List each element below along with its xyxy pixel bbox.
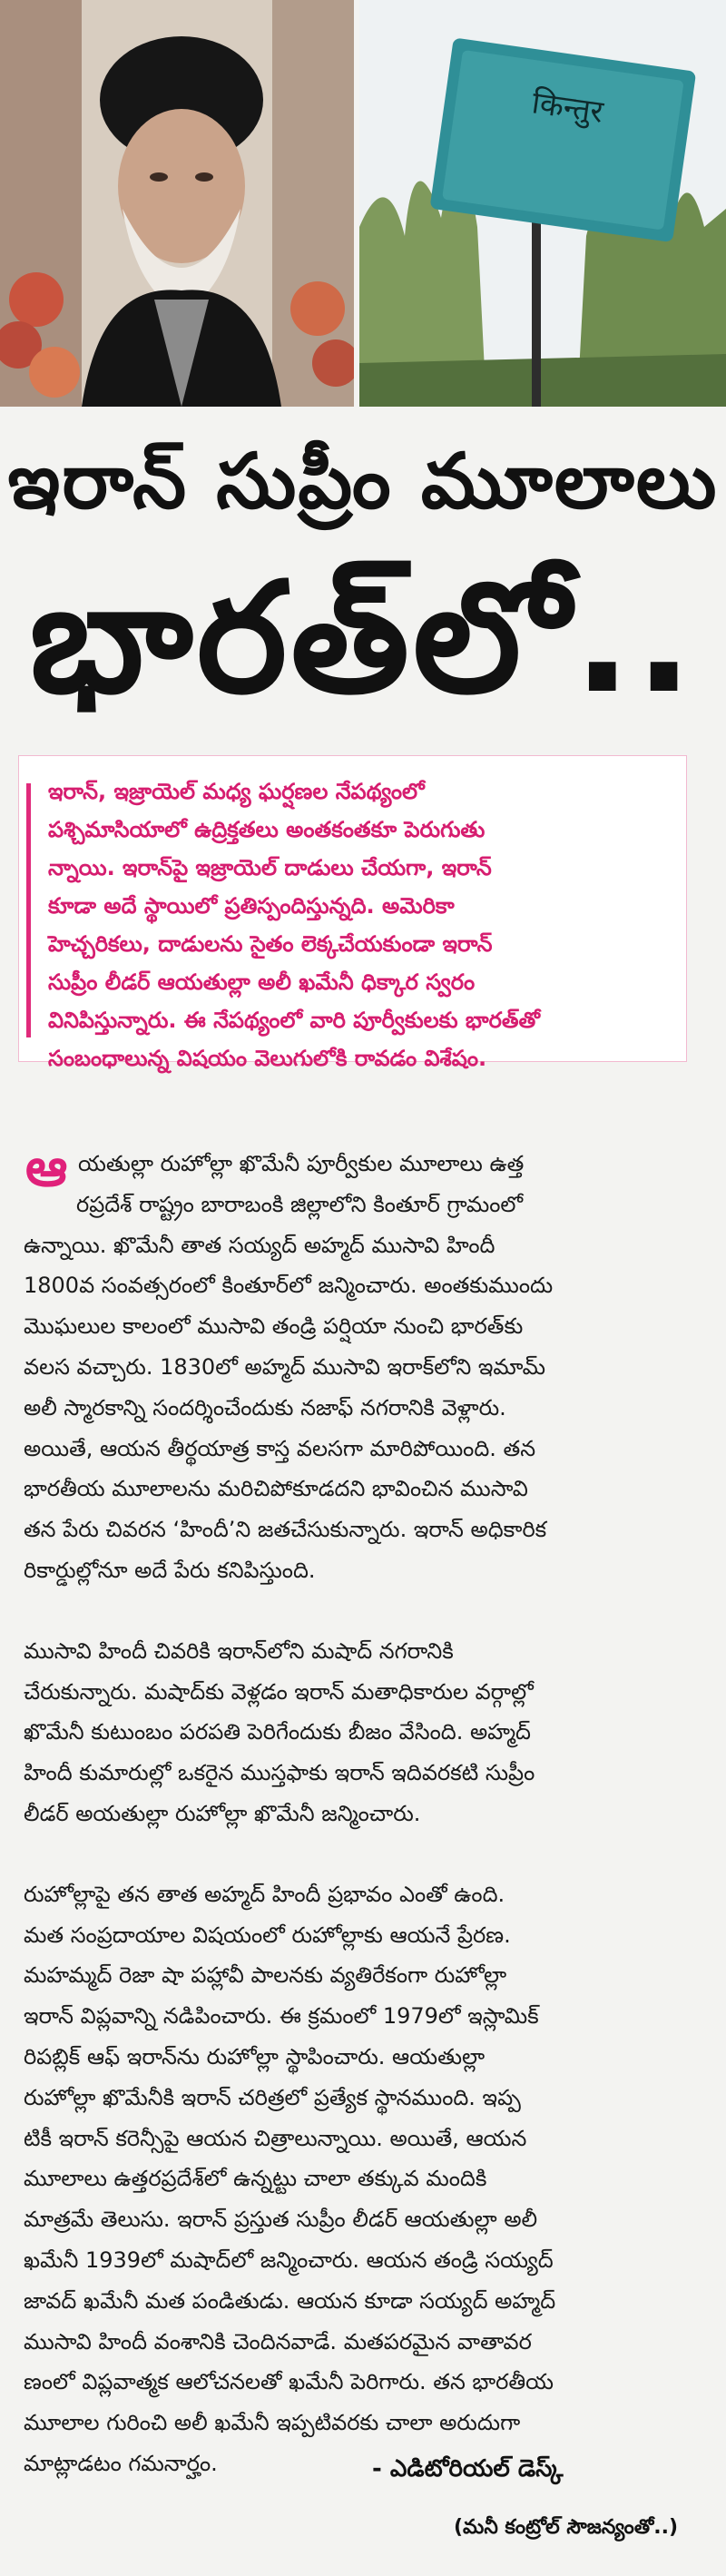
paragraph-1 [24, 1136, 706, 1591]
paragraph-line: మూలాలు ఉత్తరప్రదేశ్‌లో ఉన్నట్టు చాలా తక్కువ మందికి [24, 2166, 487, 2192]
signboard-text: किन्तुर [529, 84, 606, 131]
intro-line: న్నాయి. ఇరాన్‌పై ఇజ్రాయెల్ దాడులు చేయగా, ఇరాన్ [48, 855, 492, 880]
paragraph-line: 1800వ సంవత్సరంలో కింతూర్‌లో జన్మించారు. అంతకుముందు [24, 1273, 554, 1299]
paragraph-line: రుహోల్లాపై తన తాత అహ్మద్ హిందీ ప్రభావం ఎంతో ఉంది. [24, 1881, 505, 1907]
signboard-illustration [359, 0, 726, 407]
paragraph-line: ఖమేనీ 1939లో మషాద్‌లో జన్మించారు. ఆయన తండ్రి సయ్యద్ [24, 2247, 554, 2273]
signboard-photo [359, 0, 726, 407]
paragraph-line: జావద్ ఖమేనీ మత పండితుడు. ఆయన కూడా సయ్యద్ అహ్మద్ [24, 2287, 556, 2314]
paragraph-line: రప్రదేశ్ రాష్ట్రం బారాబంకి జిల్లాలోని కింతూర్ గ్రామంలో [76, 1191, 524, 1217]
portrait-photo [0, 0, 354, 407]
paragraph-2 [24, 1631, 706, 1834]
intro-line: పశ్చిమాసియాలో ఉద్రిక్తతలు అంతకంతకూ పెరుగుతు [48, 817, 486, 842]
paragraph-line: ముసావి హిందీ వంశానికి చెందినవాడే. మతపరమైన వాతావర [24, 2328, 532, 2355]
dropcap-row [24, 1136, 706, 1198]
paragraph-line: టికీ ఇరాన్ కరెన్సీపై ఆయన చిత్రాలున్నాయి. అయితే, ఆయన [24, 2125, 527, 2151]
paragraph-line: వలస వచ్చారు. 1830లో అహ్మద్ ముసావి ఇరాక్‌లోని ఇమామ్ [24, 1353, 546, 1380]
paragraph-line: అలీ స్మారకాన్ని సందర్శించేందుకు నజాఫ్ నగరానికి వెళ్లారు. [24, 1394, 506, 1421]
paragraph-line: భారతీయ మూలాలను మరిచిపోకూడదని భావించిన ముసావి [24, 1476, 528, 1502]
intro-line: వినిపిస్తున్నారు. ఈ నేపథ్యంలో వారి పూర్వీకులకు భారత్‌తో [48, 1008, 540, 1033]
paragraph-line: ఇరాన్ విప్లవాన్ని నడిపించారు. ఈ క్రమంలో 1979లో ఇస్లామిక్ [24, 2003, 539, 2030]
intro-line: ఇరాన్, ఇజ్రాయెల్ మధ్య ఘర్షణల నేపథ్యంలో [48, 779, 425, 804]
paragraph-line: తన పేరు చివరన ‘హిందీ’ని జతచేసుకున్నారు. ఇరాన్ అధికారిక [24, 1517, 547, 1543]
headline-line-1: ఇరాన్ సుప్రీం మూలాలు [7, 437, 719, 526]
photo-strip [0, 0, 726, 407]
intro-accent-bar [26, 783, 31, 1037]
paragraph-line: అయితే, ఆయన తీర్థయాత్ర కాస్త వలసగా మారిపోయింది. తన [24, 1435, 536, 1461]
paragraph-line: మహమ్మద్ రెజా షా పహ్లావీ పాలనకు వ్యతిరేకంగా రుహోల్లా [24, 1962, 507, 1989]
paragraph-line: మత సంప్రదాయాల విషయంలో రుహోల్లాకు ఆయనే ప్రేరణ. [24, 1922, 511, 1948]
headline-line-2: భారత్‌లో.. [29, 549, 697, 727]
intro-line: సుప్రీం లీడర్ ఆయతుల్లా అలీ ఖమేనీ ధిక్కార స్వరం [48, 969, 476, 995]
paragraph-line: రుహోల్లా ఖొమేనీకి ఇరాన్ చరిత్రలో ప్రత్యేక స్థానముంది. ఇప్ప [24, 2084, 521, 2110]
paragraph-line: మాట్లాడటం గమనార్హం. [24, 2450, 218, 2476]
paragraph-line: రికార్డుల్లోనూ అదే పేరు కనిపిస్తుంది. [24, 1557, 316, 1583]
intro-line: సంబంధాలున్న విషయం వెలుగులోకి రావడం విశేషం. [48, 1046, 487, 1071]
paragraph-line: మూలాల గురించి అలీ ఖమేనీ ఇప్పటివరకు చాలా అరుదుగా [24, 2410, 521, 2436]
paragraph-line: ణంలో విప్లవాత్మక ఆలోచనలతో ఖమేనీ పెరిగారు. తన భారతీయ [24, 2369, 554, 2395]
paragraph-line: చేరుకున్నారు. మషాద్‌కు వెళ్లడం ఇరాన్ మతాధికారుల వర్గాల్లో [24, 1678, 534, 1705]
paragraph-line: ఖొమేనీ కుటుంబం పరపతి పెరిగేందుకు బీజం వేసింది. అహ్మద్ [24, 1719, 531, 1745]
dropcap: ఆ [25, 1136, 68, 1198]
paragraph-line: ముసావి హిందీ చివరికి ఇరాన్‌లోని మషాద్ నగరానికి [24, 1637, 454, 1664]
paragraph-line: లీడర్ అయతుల్లా రుహోల్లా ఖొమేనీ జన్మించారు. [24, 1800, 421, 1826]
paragraph-3 [24, 1874, 706, 2484]
intro-line: కూడా అదే స్థాయిలో ప్రతిస్పందిస్తున్నది. అమెరికా [48, 893, 455, 919]
paragraph-line: హిందీ కుమారుల్లో ఒకరైన ముస్తఫాకు ఇరాన్ ఇదివరకటి సుప్రీం [24, 1760, 535, 1786]
intro-line: హెచ్చరికలు, దాడులను సైతం లెక్కచేయకుండా ఇరాన్ [48, 931, 493, 957]
portrait-illustration [0, 0, 354, 407]
source-credit: (మనీ కంట్రోల్ సౌజన్యంతో..) [454, 2516, 679, 2539]
paragraph-line: రిపబ్లిక్ ఆఫ్ ఇరాన్‌ను రుహోల్లా స్థాపించారు. ఆయతుల్లా [24, 2043, 486, 2070]
byline: - ఎడిటోరియల్ డెస్క్ [372, 2455, 564, 2483]
paragraph-line: మాత్రమే తెలుసు. ఇరాన్ ప్రస్తుత సుప్రీం లీడర్ ఆయతుల్లా అలీ [24, 2207, 538, 2233]
paragraph-line: యతుల్లా రుహోల్లా ఖొమేనీ పూర్వీకుల మూలాలు ఉత్త [78, 1151, 525, 1176]
article-body [24, 1136, 706, 2484]
paragraph-line: ఉన్నాయి. ఖొమేనీ తాత సయ్యద్ అహ్మద్ ముసావి హిందీ [24, 1232, 495, 1258]
intro-text [48, 772, 674, 1077]
intro-box [18, 755, 687, 1071]
paragraph-line: మొఘలుల కాలంలో ముసావి తండ్రి పర్షియా నుంచి భారత్‌కు [24, 1313, 524, 1340]
